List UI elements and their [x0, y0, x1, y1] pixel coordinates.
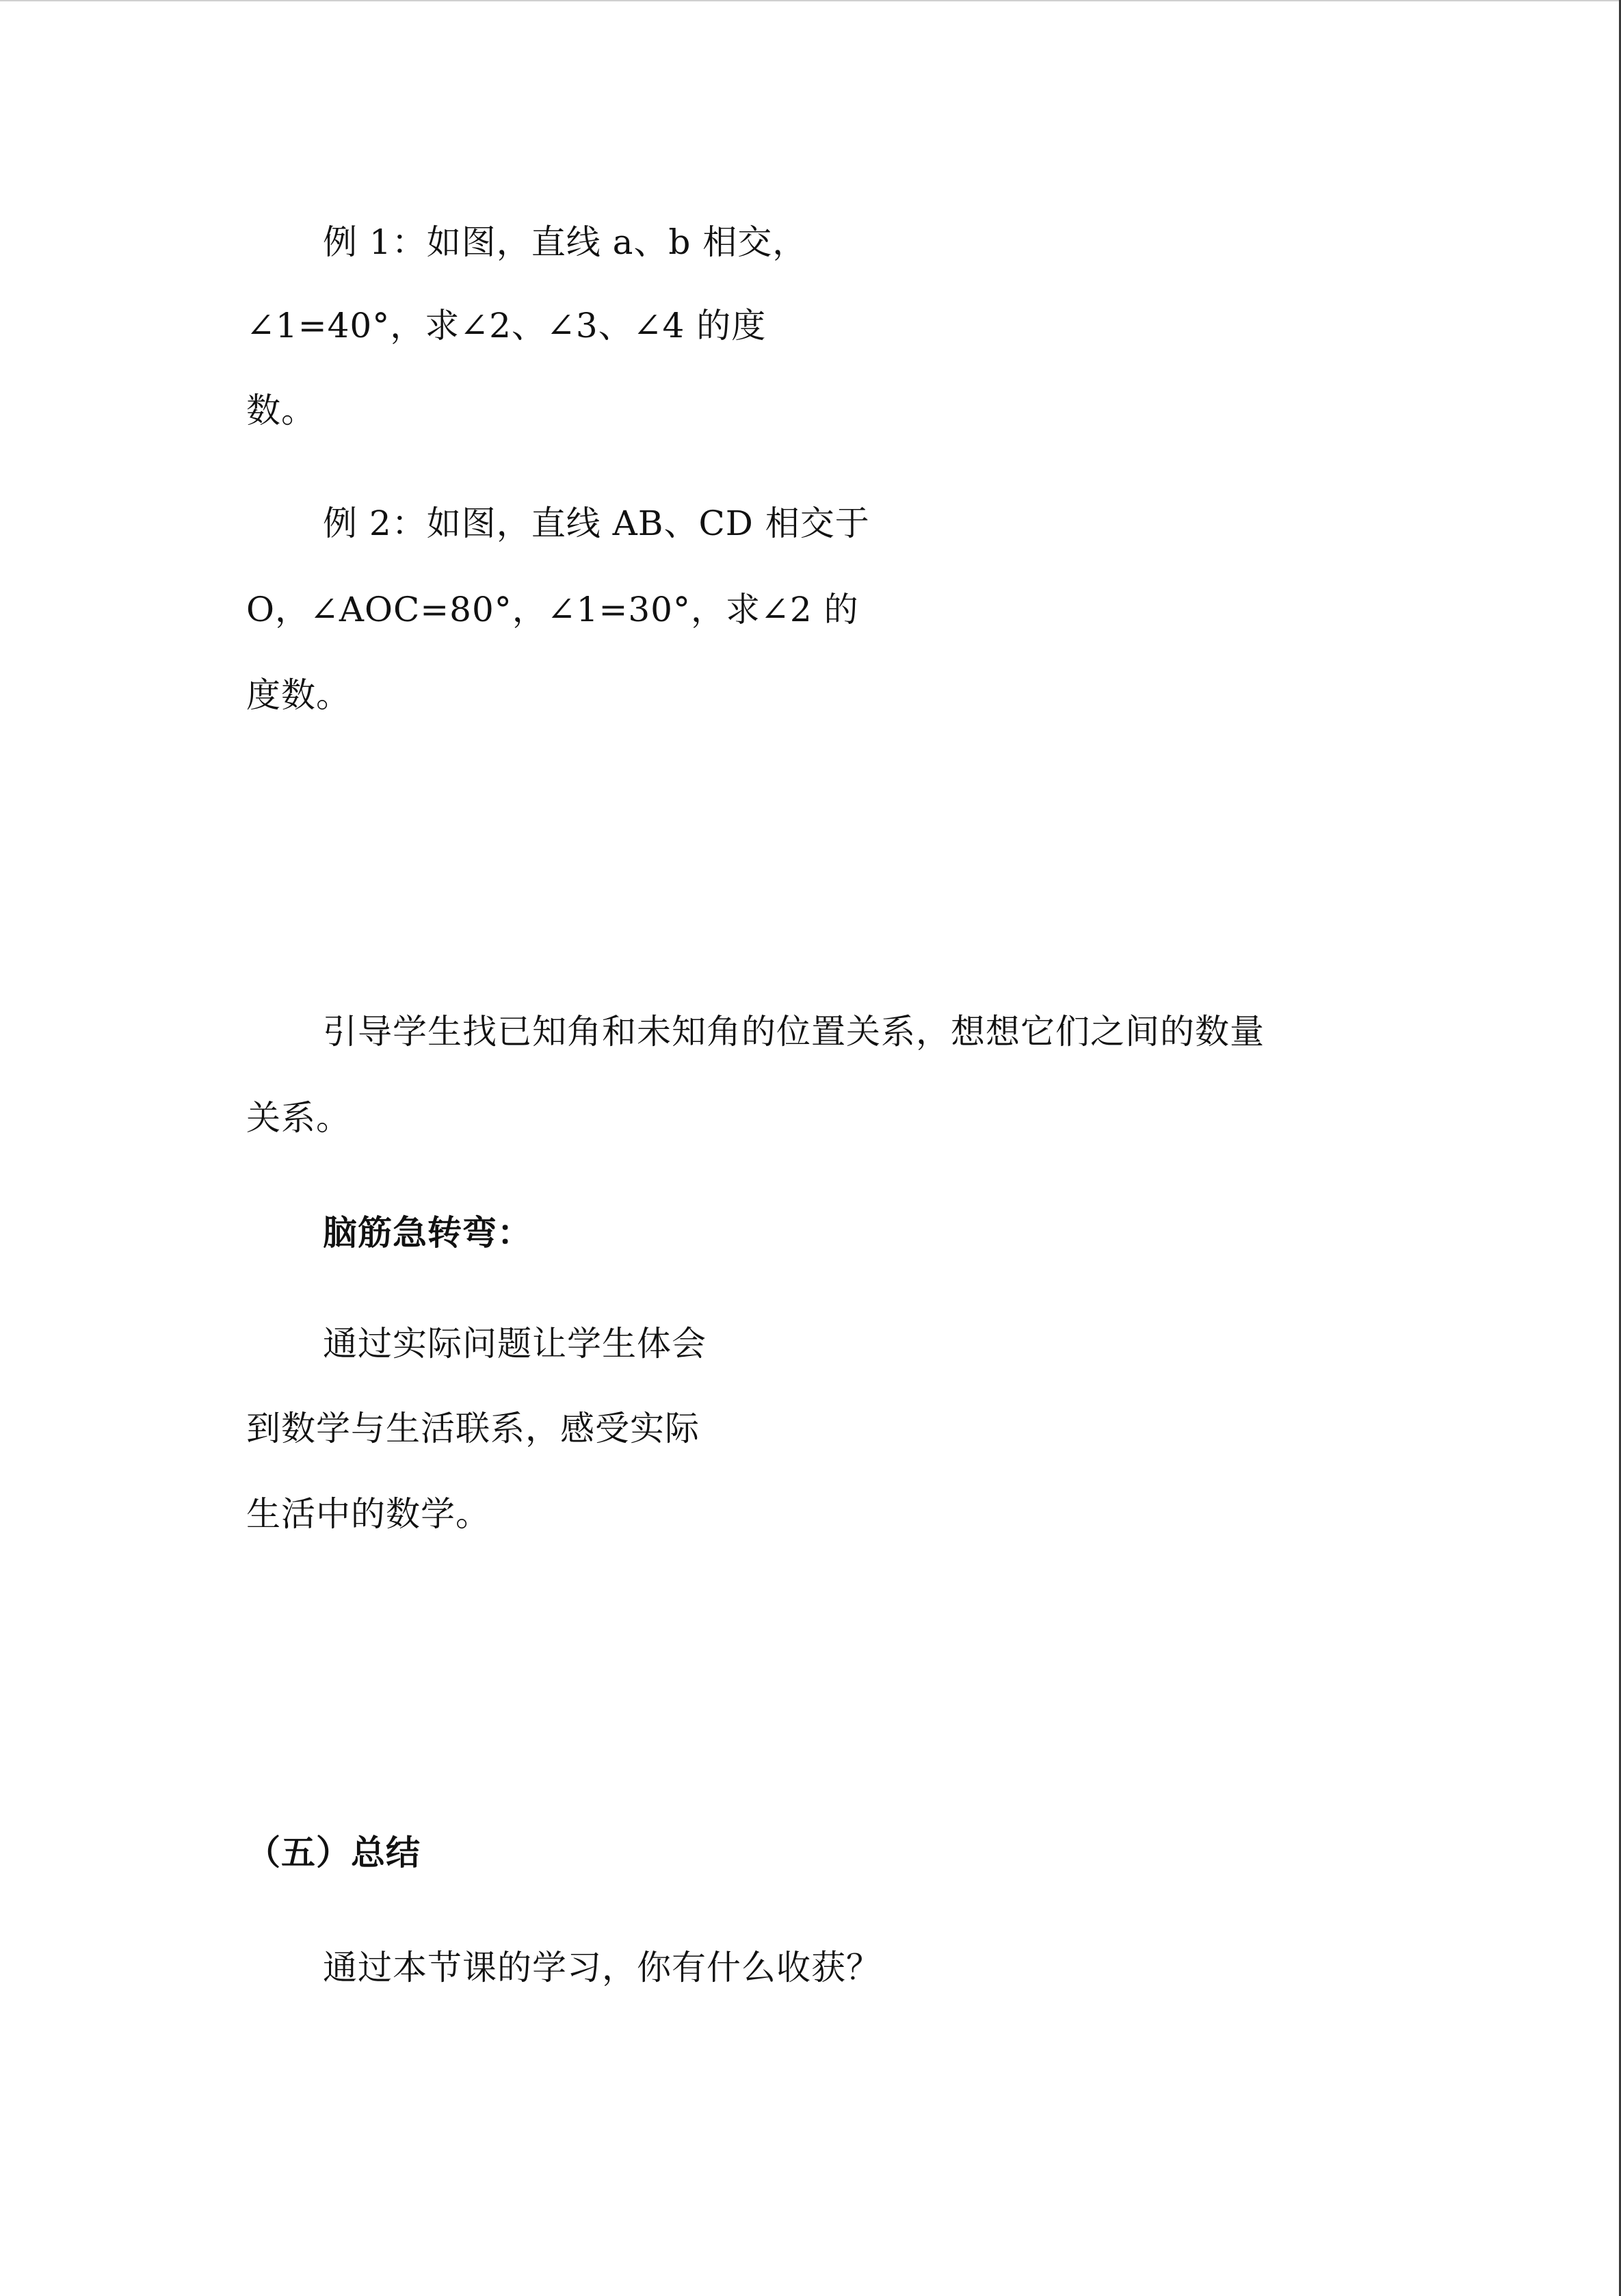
example1-line1: 例 1：如图，直线 a、b 相交，: [323, 222, 808, 262]
example1-line2: ∠1=40°，求∠2、∠3、∠4 的度: [246, 306, 767, 345]
example2-line3: 度数。: [246, 675, 351, 715]
brain-teaser-heading: 脑筋急转弯：: [323, 1213, 532, 1253]
brain-teaser-line2: 到数学与生活联系，感受实际: [246, 1409, 700, 1448]
example2-line2: O，∠AOC=80°，∠1=30°，求∠2 的: [246, 590, 859, 629]
summary-line1: 通过本节课的学习，你有什么收获？: [323, 1948, 881, 1987]
brain-teaser-line1: 通过实际问题让学生体会: [323, 1324, 707, 1364]
brain-teaser-line3: 生活中的数学。: [246, 1494, 490, 1534]
guidance-line1: 引导学生找已知角和未知角的位置关系，想想它们之间的数量: [323, 1012, 1265, 1052]
summary-heading: （五）总结: [246, 1833, 421, 1873]
guidance-line2: 关系。: [246, 1098, 351, 1138]
example2-line1: 例 2：如图，直线 AB、CD 相交于: [323, 504, 870, 543]
example1-line3: 数。: [246, 391, 316, 430]
